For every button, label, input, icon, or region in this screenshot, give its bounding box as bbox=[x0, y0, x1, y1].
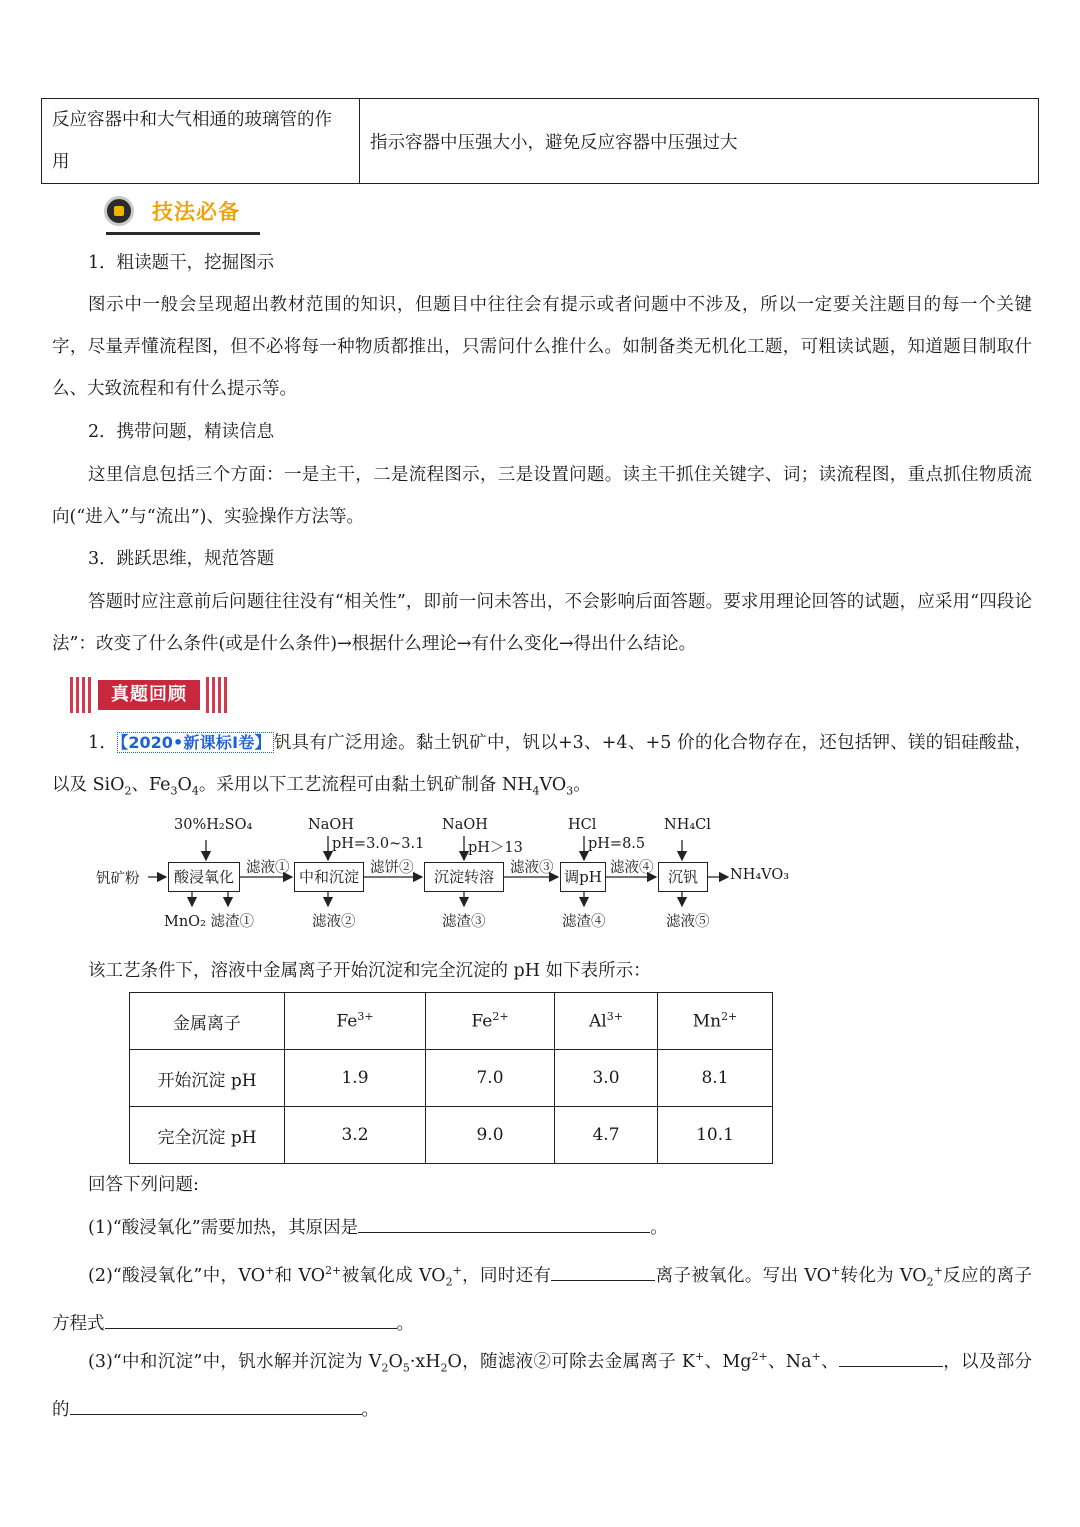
table-cell: 8.1 bbox=[658, 1050, 773, 1107]
tip-heading-1: 1．粗读题干，挖掘图示 bbox=[88, 253, 275, 273]
tip-body-1: 图示中一般会呈现超出教材范围的知识，但题目中往往会有提示或者问题中不涉及，所以一定要关注题目的每一个关键字，尽量弄懂流程图，但不必将每一种物质都推出，只需问什么推什么。如制备类无机化工题，可粗读试题，知道题目制取什么、大致流程和有什么提示等。 bbox=[52, 295, 1032, 399]
flow-box-4: 调pH bbox=[560, 862, 606, 892]
tip-body-3: 答题时应注意前后问题往往没有“相关性”，即前一问未答出，不会影响后面答题。要求用理论回答的试题，应采用“四段论法”：改变了什么条件(或是什么条件)→根据什么理论→有什么变化→得出什么结论。 bbox=[52, 592, 1032, 654]
flow-bottom-2: 滤液② bbox=[312, 914, 356, 930]
table-cell: 1.9 bbox=[285, 1050, 426, 1107]
section-underline bbox=[106, 232, 260, 235]
tip-body-2: 这里信息包括三个方面：一是主干，二是流程图示，三是设置问题。读主干抓住关键字、词；读流程图，重点抓住物质流向(“进入”与“流出”)、实验操作方法等。 bbox=[52, 465, 1032, 527]
answer-blank-2[interactable] bbox=[551, 1262, 655, 1281]
top-table bbox=[41, 98, 1039, 184]
flow-bottom-4: 滤渣④ bbox=[562, 914, 606, 930]
section-title-tips: 技法必备 bbox=[152, 200, 240, 224]
flow-link-4: 滤液④ bbox=[610, 860, 654, 876]
table-cell: 4.7 bbox=[555, 1107, 658, 1164]
flow-condition-2: pH＞13 bbox=[468, 840, 523, 856]
question-stem: 1． 【2020•新课标Ⅰ卷】 钒具有广泛用途。黏土钒矿中，钒以+3、+4、+5 价的化合物存在，还包括钾、镁的铝硅酸盐，以及 SiO$_2$、$Fe_3O_4$。采用以下工艺流程可由黏土钒矿制备 $NH_4VO_3$。 bbox=[52, 733, 1033, 798]
sub-question-2: (2)“酸浸氧化”中，VO+和 $VO^{2+}$被氧化成 $VO_2^+$，同时还有 离子被氧化。写出 VO+转化为 $VO_2^+$反应的离子方程式 。 bbox=[52, 1250, 1032, 1345]
table-header-ion: $Fe^{3+}$ bbox=[285, 993, 426, 1050]
answer-prompt: 回答下列问题: bbox=[88, 1175, 199, 1195]
flow-box-5: 沉钒 bbox=[658, 862, 708, 892]
table-row bbox=[130, 1107, 773, 1164]
flow-reagent-5: NH₄Cl bbox=[664, 817, 711, 833]
table-intro: 该工艺条件下，溶液中金属离子开始沉淀和完全沉淀的 pH 如下表所示： bbox=[88, 961, 651, 981]
flow-bottom-1: MnO₂ 滤渣① bbox=[164, 914, 254, 930]
sub-question-3: (3)“中和沉淀”中，钒水解并沉淀为 $V_2O_5\cdot xH_2O$，随滤液②可除去金属离子 K+、$Mg^{2+}$、Na+、 ，以及部分的 。 bbox=[52, 1336, 1032, 1431]
answer-blank-5[interactable] bbox=[70, 1396, 362, 1415]
flow-reagent-2: NaOH bbox=[308, 817, 354, 833]
flow-bottom-5: 滤液⑤ bbox=[666, 914, 710, 930]
flow-condition-1: pH=3.0~3.1 bbox=[332, 836, 425, 852]
section-title-review: 真题回顾 bbox=[98, 680, 200, 710]
table-header-ion: $Fe^{2+}$ bbox=[426, 993, 555, 1050]
section-badge-icon bbox=[104, 196, 134, 226]
answer-blank-3[interactable] bbox=[105, 1310, 397, 1329]
answer-blank-1[interactable] bbox=[358, 1214, 650, 1233]
table-cell: 7.0 bbox=[426, 1050, 555, 1107]
flow-start: 钒矿粉 bbox=[96, 871, 140, 887]
table-cell: 9.0 bbox=[426, 1107, 555, 1164]
flow-box-1: 酸浸氧化 bbox=[168, 862, 240, 892]
process-flowchart bbox=[96, 812, 796, 940]
ph-table bbox=[129, 992, 773, 1164]
table-cell: 3.2 bbox=[285, 1107, 426, 1164]
table-row bbox=[130, 1050, 773, 1107]
flow-product: NH₄VO₃ bbox=[730, 867, 790, 883]
table-cell: 3.0 bbox=[555, 1050, 658, 1107]
tip-heading-3: 3．跳跃思维，规范答题 bbox=[88, 549, 275, 569]
section-header-review bbox=[70, 677, 230, 713]
answer-blank-4[interactable] bbox=[839, 1348, 943, 1367]
flow-reagent-1: 30%H₂SO₄ bbox=[174, 817, 253, 833]
tip-heading-2: 2．携带问题，精读信息 bbox=[88, 422, 275, 442]
table-row-label: 完全沉淀 pH bbox=[130, 1107, 285, 1164]
flow-box-3: 沉淀转溶 bbox=[424, 862, 504, 892]
top-table-left-cell: 反应容器中和大气相通的玻璃管的作用 bbox=[42, 99, 360, 183]
top-table-right-cell: 指示容器中压强大小，避免反应容器中压强过大 bbox=[370, 132, 738, 153]
flow-reagent-3: NaOH bbox=[442, 817, 488, 833]
table-cell: 10.1 bbox=[658, 1107, 773, 1164]
flow-link-1: 滤液① bbox=[246, 860, 290, 876]
table-row-label: 开始沉淀 pH bbox=[130, 1050, 285, 1107]
flow-bottom-3: 滤渣③ bbox=[442, 914, 486, 930]
sub-question-1: (1)“酸浸氧化”需要加热，其原因是 。 bbox=[52, 1207, 1032, 1249]
flow-link-2: 滤饼② bbox=[370, 860, 414, 876]
question-source-tag: 【2020•新课标Ⅰ卷】 bbox=[117, 732, 274, 753]
table-header-ion: $Mn^{2+}$ bbox=[658, 993, 773, 1050]
flow-condition-3: pH=8.5 bbox=[588, 836, 646, 852]
table-header-label: 金属离子 bbox=[130, 993, 285, 1050]
table-header-ion: $Al^{3+}$ bbox=[555, 993, 658, 1050]
flow-box-2: 中和沉淀 bbox=[294, 862, 364, 892]
flow-link-3: 滤液③ bbox=[510, 860, 554, 876]
table-row bbox=[130, 993, 773, 1050]
flow-reagent-4: HCl bbox=[568, 817, 597, 833]
